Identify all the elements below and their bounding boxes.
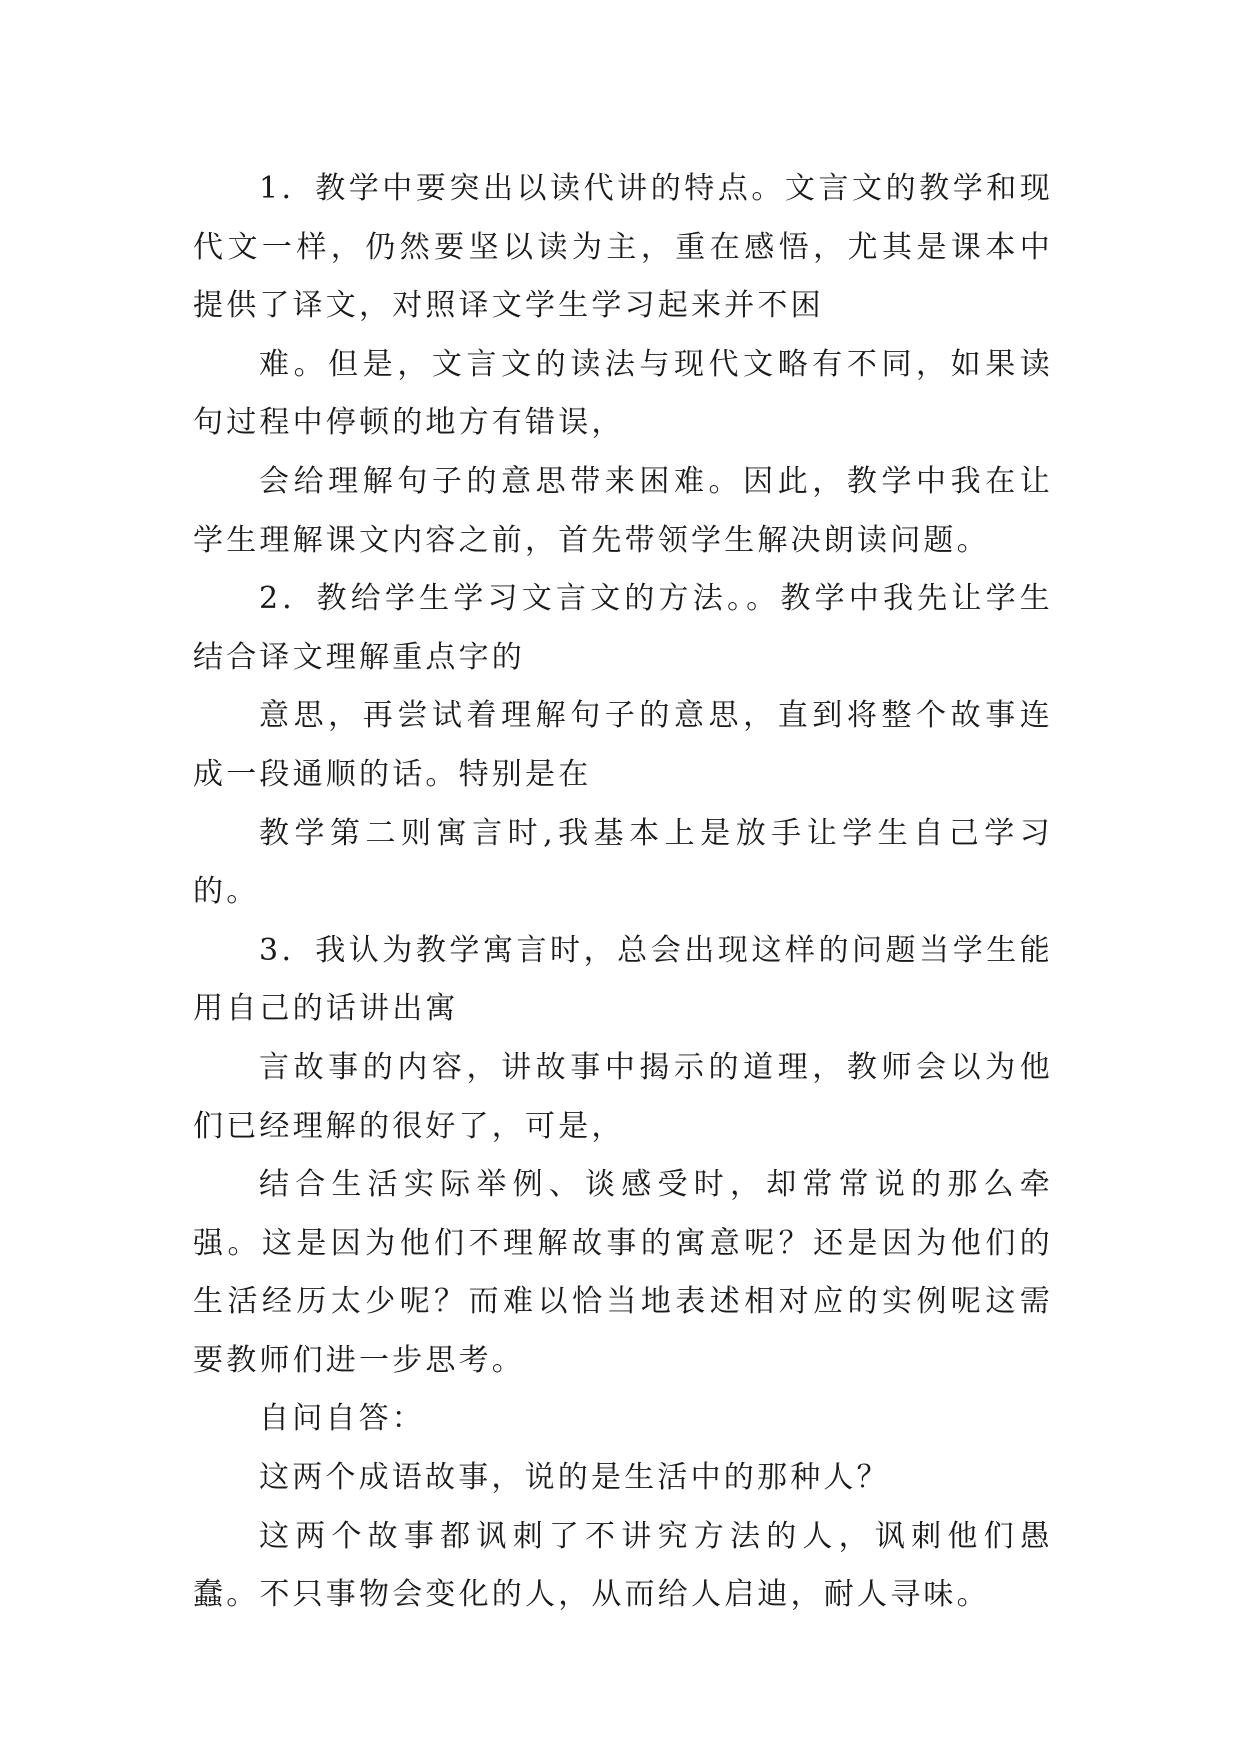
paragraph-12: 这两个故事都讽刺了不讲究方法的人，讽刺他们愚蠢。不只事物会变化的人，从而给人启迪，耐人寻味。 bbox=[193, 1518, 1053, 1613]
paragraph-2: 难。但是，文言文的读法与现代文略有不同，如果读句过程中停顿的地方有错误， bbox=[193, 346, 1053, 441]
paragraph-1: 1．教学中要突出以读代讲的特点。文言文的教学和现代文一样，仍然要坚以读为主，重在感悟，尤其是课本中提供了译文，对照译文学生学习起来并不困 bbox=[193, 171, 1053, 324]
paragraph-3: 会给理解句子的意思带来困难。因此，教学中我在让学生理解课文内容之前，首先带领学生解决朗读问题。 bbox=[193, 463, 1053, 558]
paragraph-10: 自问自答： bbox=[259, 1401, 425, 1437]
paragraph-4: 2．教给学生学习文言文的方法。。教学中我先让学生结合译文理解重点字的 bbox=[193, 581, 1053, 675]
paragraph-6: 教学第二则寓言时,我基本上是放手让学生自己学习的。 bbox=[193, 815, 1053, 910]
paragraph-7: 3．我认为教学寓言时，总会出现这样的问题当学生能用自己的话讲出寓 bbox=[193, 932, 1053, 1027]
paragraph-5: 意思，再尝试着理解句子的意思，直到将整个故事连成一段通顺的话。特别是在 bbox=[193, 698, 1053, 792]
document-page bbox=[193, 160, 1053, 1625]
paragraph-9: 结合生活实际举例、谈感受时，却常常说的那么牵强。这是因为他们不理解故事的寓意呢？还是因为他们的生活经历太少呢？而难以恰当地表述相对应的实例呢这需要教师们进一步思考。 bbox=[193, 1167, 1053, 1378]
paragraph-8: 言故事的内容，讲故事中揭示的道理，教师会以为他们已经理解的很好了，可是， bbox=[193, 1049, 1053, 1144]
paragraph-11: 这两个成语故事，说的是生活中的那种人？ bbox=[259, 1460, 890, 1496]
